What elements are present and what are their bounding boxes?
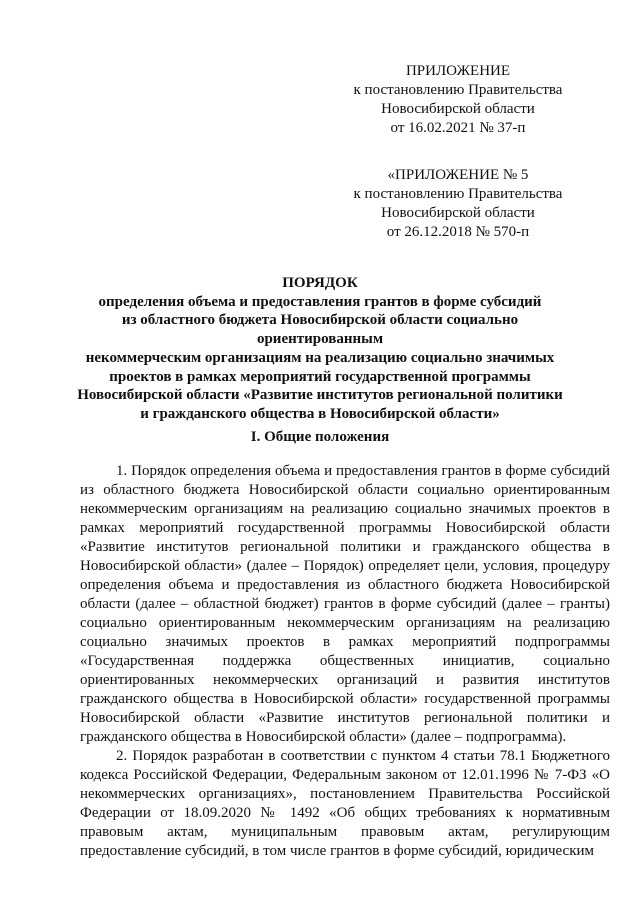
- title-line: определения объема и предоставления грантов в форме субсидий: [98, 293, 542, 310]
- section-heading: I. Общие положения: [250, 429, 390, 445]
- title-line: и гражданского общества в Новосибирской области»: [140, 405, 500, 422]
- attachment-previous-line-2: Новосибирской области: [381, 205, 535, 221]
- attachment-previous-line-1: к постановлению Правительства: [353, 186, 563, 202]
- attachment-previous-line-3: от 26.12.2018 № 570-п: [386, 224, 530, 240]
- title-line: проектов в рамках мероприятий государственной программы: [109, 368, 531, 385]
- attachment-current-line-3: от 16.02.2021 № 37-п: [390, 120, 526, 136]
- attachment-current-line-2: Новосибирской области: [381, 101, 535, 117]
- document-title: [60, 274, 580, 424]
- title-line: из областного бюджета Новосибирской области социально ориентированным: [121, 312, 519, 348]
- paragraph-2: 2. Порядок разработан в соответствии с пунктом 4 статьи 78.1 Бюджетного кодекса Российской Федерации, Федеральным законом от 12.01.1996 № 7-ФЗ «О некоммерческих организациях», постановлением Правительства Российской Федерации от 18.09.2020 № 1492 «Об общих требованиях к нормативным правовым актам, муниципальным правовым актам, регулирующим предоставление субсидий, в том числе грантов в форме субсидий, юридическим: [80, 748, 610, 859]
- title-heading: ПОРЯДОК: [282, 275, 358, 291]
- attachment-current: [338, 62, 578, 138]
- attachment-previous: [338, 166, 578, 242]
- attachment-previous-label: «ПРИЛОЖЕНИЕ № 5: [387, 167, 529, 183]
- paragraph-1: 1. Порядок определения объема и предоставления грантов в форме субсидий из областного бюджета Новосибирской области социально ориентированным некоммерческим организациям на реализацию социально значимых проектов в рамках мероприятий государственной программы Новосибирской области «Развитие институтов региональной политики и гражданского общества в Новосибирской области» (далее – Порядок) определяет цели, условия, процедуру определения объема и предоставления из областного бюджета Новосибирской области (далее – областной бюджет) грантов в форме субсидий (далее – гранты) социально ориентированным некоммерческим организациям на реализацию социально значимых проектов в рамках мероприятий подпрограммы «Государственная поддержка общественных инициатив, социально ориентированных некоммерческих организаций и развития институтов гражданского общества в Новосибирской области» государственной программы Новосибирской области «Развитие институтов региональной политики и гражданского общества в Новосибирской области» (далее – подпрограмма).: [80, 463, 610, 745]
- attachment-current-line-1: к постановлению Правительства: [353, 82, 563, 98]
- document-body: [80, 462, 610, 861]
- title-line: Новосибирской области «Развитие институтов региональной политики: [77, 387, 563, 404]
- attachment-current-label: ПРИЛОЖЕНИЕ: [405, 63, 511, 79]
- title-line: некоммерческим организациям на реализацию социально значимых: [85, 349, 555, 366]
